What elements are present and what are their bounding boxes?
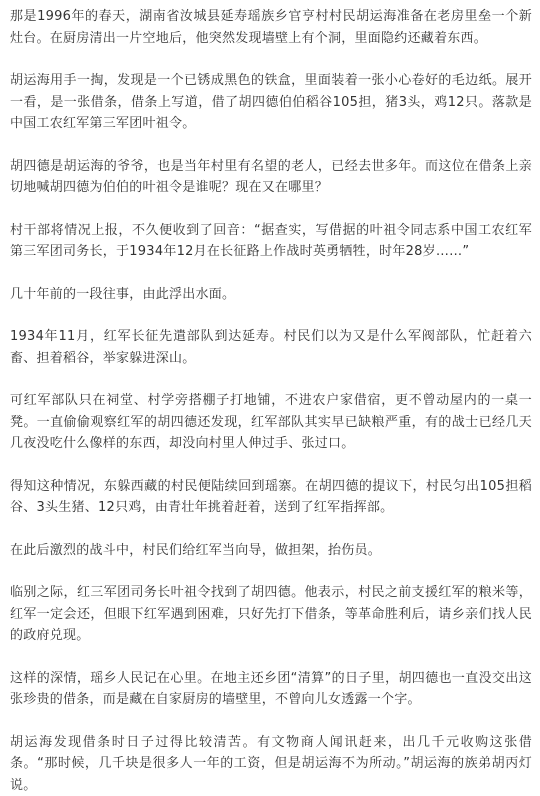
article-paragraph: 临别之际，红三军团司务长叶祖令找到了胡四德。他表示，村民之前支援红军的粮米等，红军一定会还，但眼下红军遇到困难，只好先打下借条，等革命胜利后，请乡亲们找人民的政府兑现。 [10, 582, 532, 647]
article-paragraph: 1934年11月，红军长征先遣部队到达延寿。村民们以为又是什么军阀部队，忙赶着六畜、担着稻谷，举家躲进深山。 [10, 326, 532, 369]
article-paragraph: 在此后激烈的战斗中，村民们给红军当向导，做担架，抬伤员。 [10, 540, 532, 562]
article-paragraph: 胡四德是胡运海的爷爷，也是当年村里有名望的老人，已经去世多年。而这位在借条上亲切地喊胡四德为伯伯的叶祖令是谁呢？现在又在哪里？ [10, 156, 532, 199]
article-paragraph: 得知这种情况，东躲西藏的村民便陆续回到瑶寨。在胡四德的提议下，村民匀出105担稻谷、3头生猪、12只鸡，由青壮年挑着赶着，送到了红军指挥部。 [10, 476, 532, 519]
article-paragraph: 胡运海发现借条时日子过得比较清苦。有文物商人闻讯赶来，出几千元收购这张借条。“那时候，几千块是很多人一年的工资，但是胡运海不为所动。”胡运海的族弟胡丙灯说。 [10, 732, 532, 796]
article-paragraph: 可红军部队只在祠堂、村学旁搭棚子打地铺，不进农户家借宿，更不曾动屋内的一桌一凳。一直偷偷观察红军的胡四德还发现，红军部队其实早已缺粮严重，有的战士已经几天几夜没吃什么像样的东西，却没向村里人伸过手、张过口。 [10, 390, 532, 455]
article-body [10, 6, 532, 796]
article-paragraph: 村干部将情况上报，不久便收到了回音：“据查实，写借据的叶祖令同志系中国工农红军第三军团司务长，于1934年12月在长征路上作战时英勇牺牲，时年28岁……” [10, 220, 532, 263]
article-paragraph: 几十年前的一段往事，由此浮出水面。 [10, 284, 532, 306]
article-paragraph: 胡运海用手一掏，发现是一个已锈成黑色的铁盒，里面装着一张小心卷好的毛边纸。展开一看，是一张借条，借条上写道，借了胡四德伯伯稻谷105担，猪3头，鸡12只。落款是中国工农红军第三军团叶祖令。 [10, 70, 532, 135]
article-paragraph: 那是1996年的春天，湖南省汝城县延寿瑶族乡官亨村村民胡运海准备在老房里垒一个新灶台。在厨房清出一片空地后，他突然发现墙壁上有个洞，里面隐约还藏着东西。 [10, 6, 532, 49]
article-paragraph: 这样的深情，瑶乡人民记在心里。在地主还乡团“清算”的日子里，胡四德也一直没交出这张珍贵的借条，而是藏在自家厨房的墙壁里，不曾向儿女透露一个字。 [10, 668, 532, 711]
